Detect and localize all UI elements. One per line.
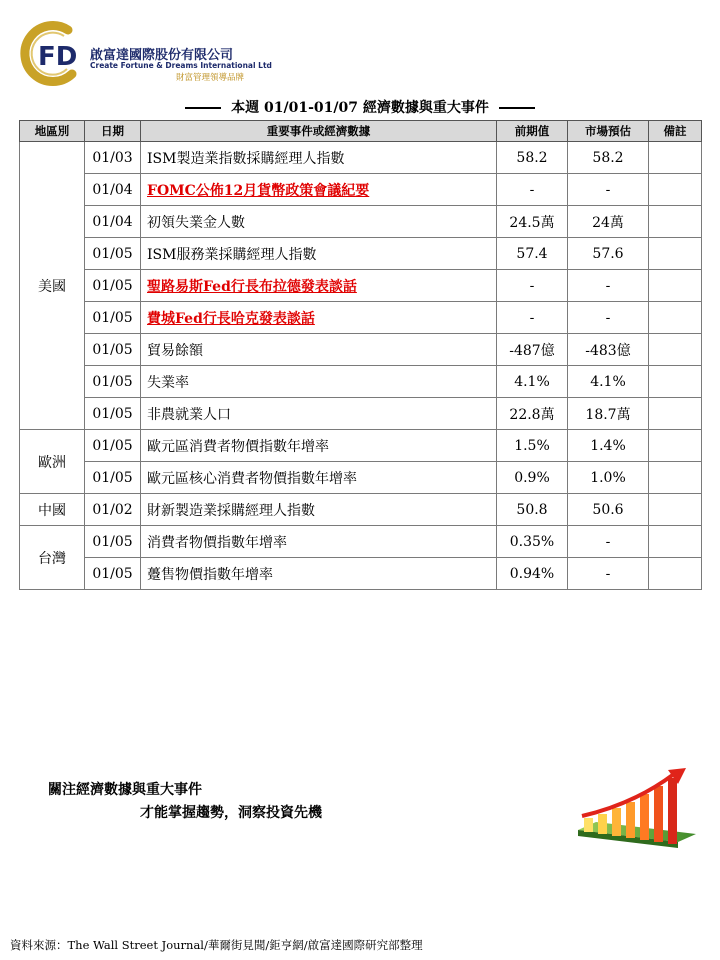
forecast-cell: 1.4%	[568, 430, 649, 462]
date-cell: 01/05	[85, 366, 141, 398]
highlighted-event-text: 聖路易斯Fed行長布拉德發表談話	[147, 278, 357, 295]
table-row	[20, 238, 702, 270]
event-cell: 歐元區核心消費者物價指數年增率	[141, 462, 497, 494]
table-row	[20, 558, 702, 590]
date-cell: 01/05	[85, 430, 141, 462]
date-cell: 01/05	[85, 270, 141, 302]
table-row	[20, 174, 702, 206]
header-note: 備註	[649, 121, 702, 142]
event-cell: 失業率	[141, 366, 497, 398]
date-cell: 01/05	[85, 526, 141, 558]
forecast-cell: 18.7萬	[568, 398, 649, 430]
previous-cell: -487億	[497, 334, 568, 366]
company-name-zh: 啟富達國際股份有限公司	[90, 48, 234, 63]
event-cell-highlight	[141, 270, 497, 302]
date-cell: 01/05	[85, 558, 141, 590]
table-row	[20, 526, 702, 558]
previous-cell: 1.5%	[497, 430, 568, 462]
region-cell-tw: 台灣	[20, 526, 85, 590]
previous-cell: -	[497, 270, 568, 302]
table-row	[20, 334, 702, 366]
previous-cell: 22.8萬	[497, 398, 568, 430]
note-cell	[649, 430, 702, 462]
date-cell: 01/04	[85, 206, 141, 238]
date-cell: 01/02	[85, 494, 141, 526]
previous-cell: 0.9%	[497, 462, 568, 494]
forecast-cell: 58.2	[568, 142, 649, 174]
header-event: 重要事件或經濟數據	[141, 121, 497, 142]
note-cell	[649, 398, 702, 430]
previous-cell: 24.5萬	[497, 206, 568, 238]
previous-cell: 0.35%	[497, 526, 568, 558]
date-cell: 01/05	[85, 238, 141, 270]
event-cell-highlight	[141, 302, 497, 334]
event-cell: ISM製造業指數採購經理人指數	[141, 142, 497, 174]
company-slogan: 財富管理領導品牌	[176, 73, 245, 83]
forecast-cell: 57.6	[568, 238, 649, 270]
event-cell: ISM服務業採購經理人指數	[141, 238, 497, 270]
date-cell: 01/05	[85, 302, 141, 334]
event-cell: 消費者物價指數年增率	[141, 526, 497, 558]
note-cell	[649, 462, 702, 494]
previous-cell: 58.2	[497, 142, 568, 174]
header-region: 地區別	[20, 121, 85, 142]
forecast-cell: 4.1%	[568, 366, 649, 398]
header-date: 日期	[85, 121, 141, 142]
event-cell: 財新製造業採購經理人指數	[141, 494, 497, 526]
note-cell	[649, 206, 702, 238]
forecast-cell: -	[568, 270, 649, 302]
page-title-row	[0, 97, 720, 117]
note-cell	[649, 302, 702, 334]
region-cell-eu: 歐洲	[20, 430, 85, 494]
header-forecast: 市場預估	[568, 121, 649, 142]
table-row	[20, 430, 702, 462]
event-cell: 非農就業人口	[141, 398, 497, 430]
table-header-row	[20, 121, 702, 142]
event-cell-highlight	[141, 174, 497, 206]
previous-cell: 4.1%	[497, 366, 568, 398]
previous-cell: 50.8	[497, 494, 568, 526]
event-cell: 貿易餘額	[141, 334, 497, 366]
region-cell-us: 美國	[20, 142, 85, 430]
company-logo	[16, 18, 286, 88]
title-dash-left	[185, 107, 221, 109]
date-cell: 01/03	[85, 142, 141, 174]
economic-events-table	[19, 120, 702, 590]
note-cell	[649, 238, 702, 270]
note-cell	[649, 174, 702, 206]
highlighted-event-text: FOMC公佈12月貨幣政策會議紀要	[147, 182, 370, 199]
date-cell: 01/05	[85, 462, 141, 494]
previous-cell: -	[497, 302, 568, 334]
table-row	[20, 398, 702, 430]
company-name-en: Create Fortune & Dreams International Ltd	[90, 61, 272, 70]
forecast-cell: -	[568, 302, 649, 334]
fd-logo-icon	[16, 18, 88, 88]
forecast-cell: 50.6	[568, 494, 649, 526]
previous-cell: -	[497, 174, 568, 206]
note-cell	[649, 558, 702, 590]
table-row	[20, 206, 702, 238]
forecast-cell: -	[568, 174, 649, 206]
header-previous: 前期值	[497, 121, 568, 142]
forecast-cell: 24萬	[568, 206, 649, 238]
event-cell: 初領失業金人數	[141, 206, 497, 238]
date-cell: 01/05	[85, 334, 141, 366]
forecast-cell: -483億	[568, 334, 649, 366]
forecast-cell: 1.0%	[568, 462, 649, 494]
previous-cell: 0.94%	[497, 558, 568, 590]
forecast-cell: -	[568, 558, 649, 590]
source-note: 資料來源：The Wall Street Journal/華爾街見聞/鉅亨網/啟富達國際研究部整理	[10, 938, 423, 952]
table-row	[20, 302, 702, 334]
event-cell: 歐元區消費者物價指數年增率	[141, 430, 497, 462]
region-cell-cn: 中國	[20, 494, 85, 526]
note-cell	[649, 270, 702, 302]
page-title: 本週 01/01-01/07 經濟數據與重大事件	[231, 100, 489, 116]
table-row	[20, 142, 702, 174]
table-row	[20, 462, 702, 494]
previous-cell: 57.4	[497, 238, 568, 270]
note-cell	[649, 366, 702, 398]
date-cell: 01/04	[85, 174, 141, 206]
logo-letters: FD	[38, 42, 78, 72]
note-cell	[649, 142, 702, 174]
forecast-cell: -	[568, 526, 649, 558]
note-cell	[649, 334, 702, 366]
table-row	[20, 494, 702, 526]
event-cell: 躉售物價指數年增率	[141, 558, 497, 590]
footer-slogan-line1: 關注經濟數據與重大事件	[48, 782, 202, 798]
table-row	[20, 270, 702, 302]
note-cell	[649, 526, 702, 558]
footer-slogan-line2: 才能掌握趨勢，洞察投資先機	[140, 805, 322, 821]
highlighted-event-text: 費城Fed行長哈克發表談話	[147, 310, 315, 327]
note-cell	[649, 494, 702, 526]
growth-chart-icon	[574, 768, 700, 868]
title-dash-right	[499, 107, 535, 109]
table-row	[20, 366, 702, 398]
date-cell: 01/05	[85, 398, 141, 430]
